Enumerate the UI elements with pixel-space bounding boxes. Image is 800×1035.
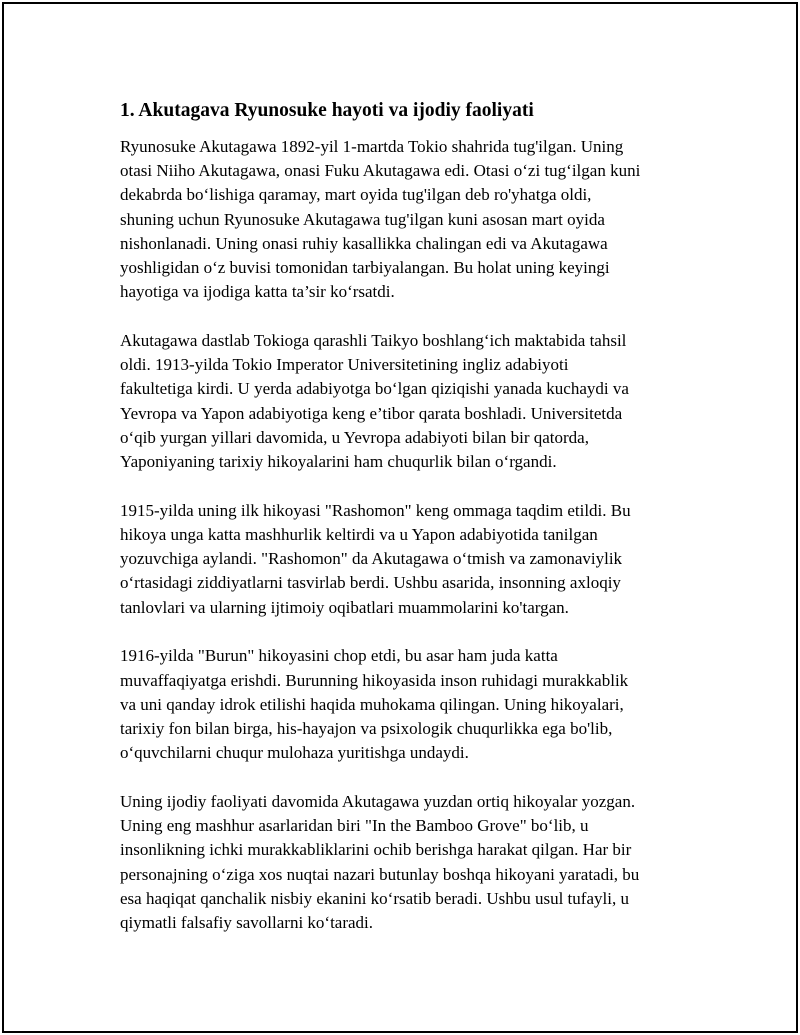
paragraph-line: yoshligidan o‘z buvisi tomonidan tarbiyalangan. Bu holat uning keyingi <box>120 258 610 278</box>
paragraph-line: dekabrda bo‘lishiga qaramay, mart oyida tug'ilgan deb ro'yhatga oldi, <box>120 185 592 205</box>
paragraph-line: 1915-yilda uning ilk hikoyasi "Rashomon" keng ommaga taqdim etildi. Bu <box>120 500 631 520</box>
paragraph-line: oldi. 1913-yilda Tokio Imperator Universitetining ingliz adabiyoti <box>120 355 569 375</box>
paragraph-line: o‘quvchilarni chuqur mulohaza yuritishga undaydi. <box>120 743 469 763</box>
paragraph-4 <box>120 644 700 765</box>
paragraph-line: Yaponiyaning tarixiy hikoyalarini ham chuqurlik bilan o‘rgandi. <box>120 452 557 472</box>
paragraph-line: hayotiga va ijodiga katta ta’sir ko‘rsatdi. <box>120 282 395 302</box>
paragraph-line: Ryunosuke Akutagawa 1892-yil 1-martda Tokio shahrida tug'ilgan. Uning <box>120 137 624 156</box>
paragraph-line: Uning eng mashhur asarlaridan biri "In the Bamboo Grove" bo‘lib, u <box>120 816 589 836</box>
document-body <box>120 92 700 960</box>
paragraph-5 <box>120 790 700 935</box>
paragraph-list <box>120 135 700 935</box>
page-frame <box>2 2 798 1033</box>
paragraph-line: insonlikning ichki murakkabliklarini ochib berishga harakat qilgan. Har bir <box>120 840 632 860</box>
paragraph-line: personajning o‘ziga xos nuqtai nazari butunlay boshqa hikoyani yaratadi, bu <box>120 864 640 884</box>
paragraph-line: tarixiy fon bilan birga, his-hayajon va psixologik chuqurlikka ega bo'lib, <box>120 719 613 739</box>
paragraph-line: Akutagawa dastlab Tokioga qarashli Taikyo boshlang‘ich maktabida tahsil <box>120 331 627 351</box>
paragraph-line: shuning uchun Ryunosuke Akutagawa tug'ilgan kuni asosan mart oyida <box>120 209 605 229</box>
paragraph-line: esa haqiqat qanchalik nisbiy ekanini ko‘rsatib beradi. Ushbu usul tufayli, u <box>120 888 629 908</box>
paragraph-line: o‘rtasidagi ziddiyatlarni tasvirlab berdi. Ushbu asarida, insonning axloqiy <box>120 573 621 593</box>
paragraph-1 <box>120 135 700 304</box>
paragraph-line: qiymatli falsafiy savollarni ko‘taradi. <box>120 913 374 933</box>
section-heading: 1. Akutagava Ryunosuke hayoti va ijodiy faoliyati <box>120 100 534 121</box>
paragraph-line: otasi Niiho Akutagawa, onasi Fuku Akutagawa edi. Otasi o‘zi tug‘ilgan kuni <box>120 161 641 181</box>
paragraph-line: tanlovlari va ularning ijtimoiy oqibatlari muammolarini ko'targan. <box>120 597 569 617</box>
paragraph-line: o‘qib yurgan yillari davomida, u Yevropa adabiyoti bilan bir qatorda, <box>120 427 589 447</box>
paragraph-2 <box>120 329 700 474</box>
paragraph-line: yozuvchiga aylandi. "Rashomon" da Akutagawa o‘tmish va zamonaviylik <box>120 549 623 569</box>
paragraph-line: nishonlanadi. Uning onasi ruhiy kasallikka chalingan edi va Akutagawa <box>120 233 608 253</box>
paragraph-line: 1916-yilda "Burun" hikoyasini chop etdi, bu asar ham juda katta <box>120 646 558 666</box>
paragraph-line: Uning ijodiy faoliyati davomida Akutagawa yuzdan ortiq hikoyalar yozgan. <box>120 792 636 812</box>
paragraph-line: Yevropa va Yapon adabiyotiga keng e’tibor qarata boshladi. Universitetda <box>120 403 623 423</box>
paragraph-line: muvaffaqiyatga erishdi. Burunning hikoyasida inson ruhidagi murakkablik <box>120 670 629 690</box>
paragraph-line: va uni qanday idrok etilishi haqida muhokama qilingan. Uning hikoyalari, <box>120 694 624 714</box>
paragraph-line: hikoya unga katta mashhurlik keltirdi va u Yapon adabiyotida tanilgan <box>120 525 598 545</box>
paragraph-line: fakultetiga kirdi. U yerda adabiyotga bo‘lgan qiziqishi yanada kuchaydi va <box>120 379 629 399</box>
paragraph-3 <box>120 499 700 620</box>
